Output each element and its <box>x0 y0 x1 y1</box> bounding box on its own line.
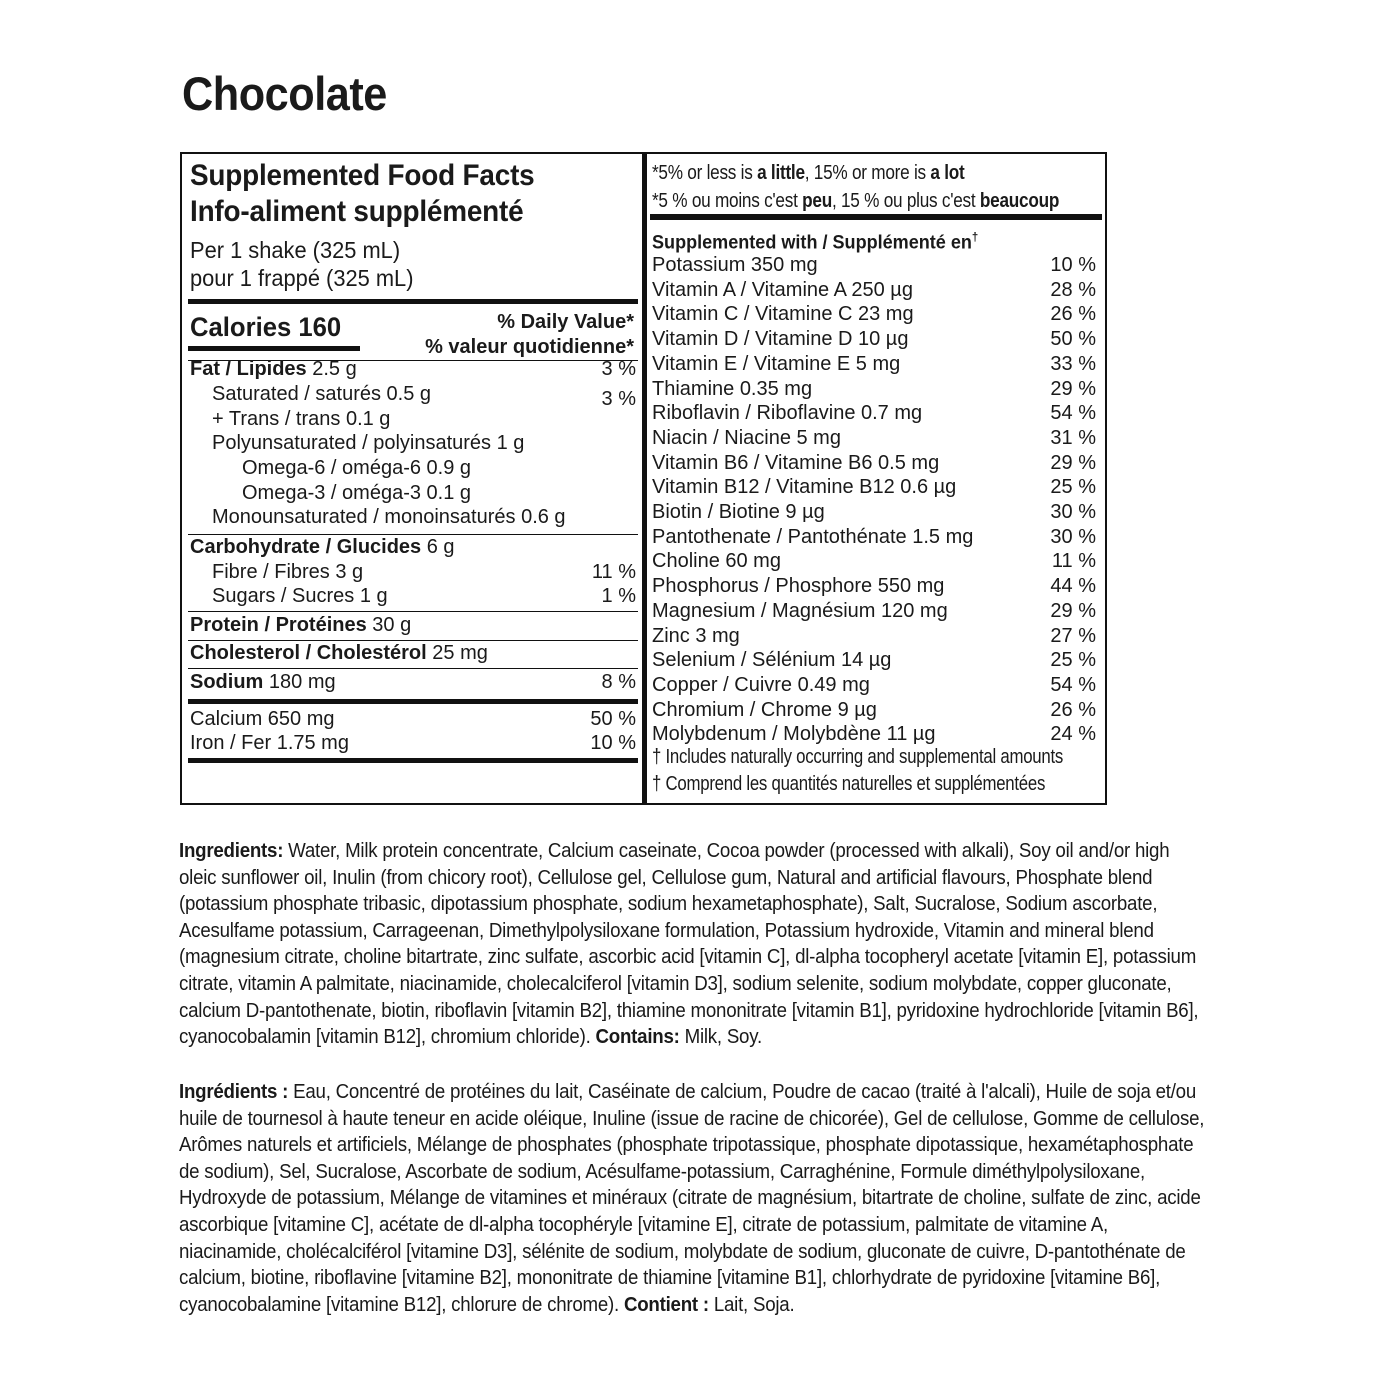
nutrition-facts-panel <box>188 154 638 803</box>
supplement-percent: 26 % <box>1050 698 1096 721</box>
supplement-name: Phosphorus / Phosphore 550 mg <box>652 575 945 598</box>
divider <box>188 668 638 669</box>
supplement-row <box>650 649 1100 674</box>
fibre-label: Fibre / Fibres 3 g <box>212 561 364 583</box>
calcium-row <box>188 708 638 733</box>
supplement-percent: 24 % <box>1050 723 1096 746</box>
thick-divider <box>188 299 638 304</box>
supplement-row <box>650 378 1100 403</box>
sodium-label: Sodium <box>190 671 264 693</box>
supplement-name: Vitamin E / Vitamine E 5 mg <box>652 352 901 375</box>
monounsaturated-label: Monounsaturated / monoinsaturés 0.6 g <box>212 506 566 528</box>
supplement-row <box>650 600 1100 625</box>
supplement-name: Copper / Cuivre 0.49 mg <box>652 673 870 696</box>
saturated-trans-percent: 3 % <box>601 388 636 410</box>
supplement-percent: 10 % <box>1050 254 1096 276</box>
sodium-amount: 180 mg <box>268 671 336 693</box>
fibre-row <box>188 561 638 586</box>
supplement-percent: 30 % <box>1050 501 1096 523</box>
cholesterol-label: Cholesterol / Cholestérol <box>190 642 427 664</box>
calories: Calories 160 <box>190 312 342 342</box>
supplement-row <box>650 353 1100 378</box>
serving-size-en: Per 1 shake (325 mL) <box>190 237 401 263</box>
supplement-name: Vitamin A / Vitamine A 250 µg <box>652 278 913 301</box>
supplement-name: Pantothenate / Pantothénate 1.5 mg <box>652 525 974 548</box>
polyunsaturated-label: Polyunsaturated / polyinsaturés 1 g <box>212 432 525 454</box>
carbohydrate-label: Carbohydrate / Glucides <box>190 536 422 558</box>
calories-underline <box>188 346 360 351</box>
supplement-row <box>650 402 1100 427</box>
supplement-row <box>650 427 1100 452</box>
trans-row <box>188 408 638 433</box>
supplement-name: Chromium / Chrome 9 µg <box>652 698 877 721</box>
supplement-percent: 29 % <box>1050 451 1096 474</box>
supplement-percent: 27 % <box>1050 624 1096 647</box>
ingredients-en: Ingredients: Water, Milk protein concentrate, Calcium caseinate, Cocoa powder (processed with alkali), Soy oil and/or high oleic sunflower oil, Inulin (from chicory root), Cellulose gel, Cellulose gum, Natural and artificial flavours, Phosphate blend (potassium phosphate tribasic, dipotassium phosphate, sodium hexametaphosphate), Salt, Sucralose, Sodium ascorbate, Acesulfame potassium, Carrageenan, Dimethylpolysiloxane formulation, Potassium hydroxide, Vitamin and mineral blend (magnesium citrate, choline bitartrate, zinc sulfate, ascorbic acid [vitamin C], dl-alpha tocopheryl acetate [vitamin E], potassium citrate, vitamin A palmitate, niacinamide, cholecalciferol [vitamin D3], sodium selenite, sodium molybdate, copper gluconate, calcium D-pantothenate, biotin, riboflavin [vitamin B2], thiamine mononitrate [vitamin B1], pyridoxine hydrochloride [vitamin B6], cyanocobalamin [vitamin B12], chromium chloride). Contains: Milk, Soy. <box>179 840 1199 1049</box>
polyunsaturated-row <box>188 432 638 457</box>
supplement-percent: 44 % <box>1050 575 1096 598</box>
carbohydrate-amount: 6 g <box>426 536 455 558</box>
supplement-row <box>650 328 1100 353</box>
supplement-name: Biotin / Biotine 9 µg <box>652 501 825 523</box>
omega3-label: Omega-3 / oméga-3 0.1 g <box>242 482 472 504</box>
protein-amount: 30 g <box>372 614 412 636</box>
footnote-fr: † Comprend les quantités naturelles et supplémentées <box>652 773 1046 795</box>
supplemented-panel <box>650 154 1102 803</box>
calcium-label: Calcium 650 mg <box>190 708 335 730</box>
supplement-name: Magnesium / Magnésium 120 mg <box>652 599 948 622</box>
supplemented-heading: Supplemented with / Supplémenté en† <box>652 230 979 254</box>
panel-divider <box>642 154 647 803</box>
supplement-percent: 54 % <box>1050 402 1096 425</box>
iron-row <box>188 732 638 757</box>
daily-value-legend-en: *5% or less is a little, 15% or more is a lot <box>652 162 965 184</box>
supplement-percent: 26 % <box>1050 303 1096 326</box>
thick-divider <box>650 214 1102 220</box>
divider <box>188 611 638 612</box>
supplement-percent: 30 % <box>1050 525 1096 548</box>
facts-heading-en: Supplemented Food Facts <box>190 159 535 192</box>
sodium-row <box>188 671 638 696</box>
supplement-row <box>650 452 1100 477</box>
supplement-name: Choline 60 mg <box>652 550 781 573</box>
supplement-row <box>650 303 1100 328</box>
supplement-row <box>650 674 1100 699</box>
supplement-row <box>650 476 1100 501</box>
supplement-row <box>650 723 1100 748</box>
supplement-name: Potassium 350 mg <box>652 254 818 276</box>
supplement-name: Vitamin B12 / Vitamine B12 0.6 µg <box>652 476 957 499</box>
supplement-name: Vitamin D / Vitamine D 10 µg <box>652 328 909 351</box>
fat-label: Fat / Lipides <box>190 358 307 380</box>
fat-percent: 3 % <box>601 358 636 380</box>
supplement-percent: 25 % <box>1050 649 1096 672</box>
omega6-label: Omega-6 / oméga-6 0.9 g <box>242 457 472 479</box>
daily-value-header-fr: % valeur quotidienne* <box>425 336 634 358</box>
supplement-percent: 29 % <box>1050 599 1096 622</box>
supplement-name: Vitamin C / Vitamine C 23 mg <box>652 303 914 326</box>
protein-row <box>188 614 638 639</box>
supplement-name: Vitamin B6 / Vitamine B6 0.5 mg <box>652 451 940 474</box>
supplement-name: Niacin / Niacine 5 mg <box>652 426 841 449</box>
fibre-percent: 11 % <box>591 561 636 583</box>
cholesterol-amount: 25 mg <box>432 642 488 664</box>
supplement-name: Thiamine 0.35 mg <box>652 377 813 400</box>
saturated-label: Saturated / saturés 0.5 g <box>212 383 432 405</box>
iron-label: Iron / Fer 1.75 mg <box>190 732 349 754</box>
ingredients-fr: Ingrédients : Eau, Concentré de protéines du lait, Caséinate de calcium, Poudre de cacao (traité à l'alcali), Huile de soja et/ou huile de tournesol à haute teneur en acide oléique, Inuline (issue de racine de chicorée), Gel de cellulose, Gomme de cellulose, Arômes naturels et artificiels, Mélange de phosphates (phosphate tripotassique, phosphate dipotassique, hexamétaphosphate de sodium), Sel, Sucralose, Ascorbate de sodium, Acésulfame-potassium, Carraghénine, Formule diméthylpolysiloxane, Hydroxyde de potassium, Mélange de vitamines et minéraux (citrate de magnésium, bitartrate de choline, sulfate de zinc, acide ascorbique [vitamine C], acétate de dl-alpha tocophéryle [vitamine E], citrate de potassium, palmitate de vitamine A, niacinamide, cholécalciférol [vitamine D3], sélénite de sodium, molybdate de sodium, gluconate de cuivre, D-pantothénate de calcium, biotine, riboflavine [vitamine B2], mononitrate de thiamine [vitamine B1], chlorhydrate de pyridoxine [vitamine B6], cyanocobalamine [vitamine B12], chlorure de chrome). Contient : Lait, Soja. <box>179 1081 1205 1316</box>
supplement-percent: 31 % <box>1050 426 1096 449</box>
fat-amount: 2.5 g <box>312 358 357 380</box>
supplement-percent: 11 % <box>1051 550 1096 573</box>
supplement-row <box>650 501 1100 526</box>
supplement-percent: 33 % <box>1050 352 1096 375</box>
facts-heading-fr: Info-aliment supplémenté <box>190 195 524 228</box>
serving-size-fr: pour 1 frappé (325 mL) <box>190 265 414 291</box>
omega6-row <box>188 457 638 482</box>
supplement-row <box>650 526 1100 551</box>
sugars-row <box>188 585 638 610</box>
supplement-name: Selenium / Sélénium 14 µg <box>652 649 892 672</box>
trans-label: + Trans / trans 0.1 g <box>212 408 391 430</box>
supplement-percent: 50 % <box>1050 328 1096 351</box>
sugars-percent: 1 % <box>601 585 636 607</box>
monounsaturated-row <box>188 506 638 531</box>
supplement-percent: 25 % <box>1050 476 1096 499</box>
supplement-row <box>650 575 1100 600</box>
supplement-name: Riboflavin / Riboflavine 0.7 mg <box>652 402 923 425</box>
supplement-percent: 28 % <box>1050 278 1096 301</box>
daily-value-legend-fr: *5 % ou moins c'est peu, 15 % ou plus c'est beaucoup <box>652 190 1060 212</box>
daily-value-header-en: % Daily Value* <box>497 311 634 333</box>
nutrition-facts-label <box>180 152 1107 805</box>
thick-divider <box>188 758 638 763</box>
divider <box>188 640 638 641</box>
supplement-row <box>650 699 1100 724</box>
supplement-percent: 54 % <box>1050 673 1096 696</box>
sodium-percent: 8 % <box>601 671 636 693</box>
calcium-percent: 50 % <box>590 708 636 730</box>
fat-row <box>188 358 638 383</box>
divider <box>188 534 638 535</box>
sugars-label: Sugars / Sucres 1 g <box>212 585 388 607</box>
supplement-name: Molybdenum / Molybdène 11 µg <box>652 723 936 746</box>
supplement-row <box>650 625 1100 650</box>
supplement-percent: 29 % <box>1050 377 1096 400</box>
supplement-name: Zinc 3 mg <box>652 624 740 647</box>
iron-percent: 10 % <box>590 732 636 754</box>
saturated-row <box>188 383 638 408</box>
supplement-row <box>650 279 1100 304</box>
carbohydrate-row <box>188 536 638 561</box>
protein-label: Protein / Protéines <box>190 614 367 636</box>
footnote-en: † Includes naturally occurring and supplemental amounts <box>652 746 1064 768</box>
supplement-row <box>650 550 1100 575</box>
omega3-row <box>188 482 638 507</box>
thick-divider <box>188 699 638 704</box>
page-title: Chocolate <box>182 67 387 120</box>
supplement-row <box>650 254 1100 279</box>
cholesterol-row <box>188 642 638 667</box>
